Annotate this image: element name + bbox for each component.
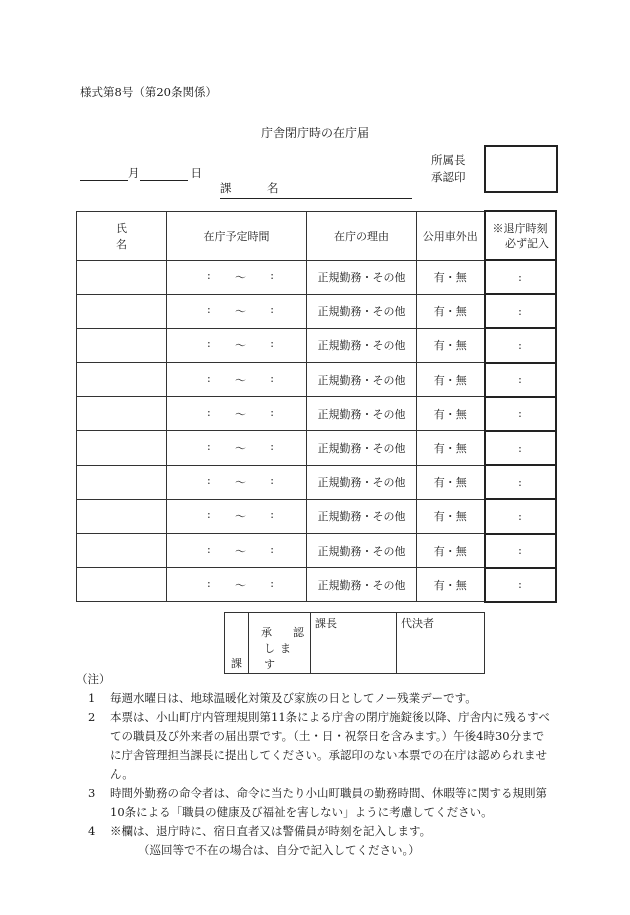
- note-item: [80, 784, 550, 822]
- month-field[interactable]: [80, 168, 128, 181]
- time-to: :: [270, 371, 274, 385]
- section-name-field[interactable]: [220, 180, 412, 199]
- planned-time-cell[interactable]: [167, 294, 307, 328]
- form-number: 様式第8号（第20条関係）: [80, 85, 217, 99]
- note-text: 毎週水曜日は、地球温暖化対策及び家族の日としてノー残業デーです。: [110, 691, 477, 705]
- reason-cell[interactable]: 正規勤務・その他: [307, 294, 417, 328]
- table-row: [77, 260, 556, 294]
- planned-time-cell[interactable]: [167, 328, 307, 362]
- approve-text-cell: [249, 613, 311, 674]
- checkout-time-cell[interactable]: :: [485, 499, 556, 533]
- time-from: :: [207, 405, 211, 419]
- header-checkout-time: [485, 211, 556, 260]
- car-cell[interactable]: 有・無: [417, 294, 485, 328]
- header-checkout-line1: ※退庁時刻: [492, 221, 548, 235]
- reason-cell[interactable]: 正規勤務・その他: [307, 328, 417, 362]
- time-tilde: 〜: [235, 442, 246, 456]
- time-to: :: [270, 269, 274, 283]
- time-from: :: [207, 303, 211, 317]
- time-tilde: 〜: [235, 544, 246, 558]
- reason-cell[interactable]: 正規勤務・その他: [307, 465, 417, 499]
- time-to: :: [270, 405, 274, 419]
- checkout-time-cell[interactable]: :: [485, 294, 556, 328]
- planned-time-cell[interactable]: [167, 363, 307, 397]
- time-tilde: 〜: [235, 305, 246, 319]
- car-cell[interactable]: 有・無: [417, 260, 485, 294]
- name-cell[interactable]: [77, 328, 167, 362]
- time-to: :: [270, 508, 274, 522]
- note-number: 1: [88, 691, 96, 705]
- car-cell[interactable]: 有・無: [417, 397, 485, 431]
- time-to: :: [270, 337, 274, 351]
- section-label: 課 名: [220, 181, 291, 195]
- table-row: [77, 568, 556, 602]
- planned-time-cell[interactable]: [167, 397, 307, 431]
- acting-decider-cell[interactable]: [397, 613, 485, 674]
- car-cell[interactable]: 有・無: [417, 568, 485, 602]
- checkout-time-cell[interactable]: :: [485, 328, 556, 362]
- planned-time-cell[interactable]: [167, 465, 307, 499]
- note-number: 3: [88, 786, 96, 800]
- name-cell[interactable]: [77, 499, 167, 533]
- reason-cell[interactable]: 正規勤務・その他: [307, 431, 417, 465]
- time-from: :: [207, 337, 211, 351]
- checkout-time-cell[interactable]: :: [485, 465, 556, 499]
- car-cell[interactable]: 有・無: [417, 328, 485, 362]
- header-reason: 在庁の理由: [307, 211, 417, 260]
- checkout-time-cell[interactable]: :: [485, 397, 556, 431]
- time-tilde: 〜: [235, 510, 246, 524]
- name-cell[interactable]: [77, 568, 167, 602]
- time-from: :: [207, 440, 211, 454]
- note-item: [80, 822, 550, 841]
- time-to: :: [270, 303, 274, 317]
- car-cell[interactable]: 有・無: [417, 431, 485, 465]
- time-tilde: 〜: [235, 339, 246, 353]
- time-from: :: [207, 542, 211, 556]
- time-to: :: [270, 474, 274, 488]
- time-from: :: [207, 576, 211, 590]
- name-cell[interactable]: [77, 534, 167, 568]
- header-official-car: 公用車外出: [417, 211, 485, 260]
- note-text: ※欄は、退庁時に、宿日直者又は警備員が時刻を記入します。: [110, 824, 432, 838]
- header-checkout-line2: 必ず記入: [505, 236, 549, 250]
- planned-time-cell[interactable]: [167, 431, 307, 465]
- table-row: [77, 328, 556, 362]
- car-cell[interactable]: 有・無: [417, 363, 485, 397]
- time-tilde: 〜: [235, 578, 246, 592]
- name-cell[interactable]: [77, 431, 167, 465]
- car-cell[interactable]: 有・無: [417, 499, 485, 533]
- table-header-row: [77, 211, 556, 260]
- car-cell[interactable]: 有・無: [417, 465, 485, 499]
- table-row: [77, 294, 556, 328]
- name-cell[interactable]: [77, 260, 167, 294]
- checkout-time-cell[interactable]: :: [485, 568, 556, 602]
- note-item: [80, 708, 550, 784]
- day-field[interactable]: [140, 168, 188, 181]
- header-name: 氏名: [77, 211, 167, 260]
- reason-cell[interactable]: 正規勤務・その他: [307, 499, 417, 533]
- name-cell[interactable]: [77, 363, 167, 397]
- time-tilde: 〜: [235, 476, 246, 490]
- notes-section: [76, 670, 550, 860]
- note-number: 4: [88, 824, 96, 838]
- name-cell[interactable]: [77, 397, 167, 431]
- table-row: [77, 465, 556, 499]
- approve-line-2: します: [264, 642, 296, 671]
- note-sub-text: （巡回等で不在の場合は、自分で記入してください。）: [138, 843, 420, 857]
- time-tilde: 〜: [235, 373, 246, 387]
- time-tilde: 〜: [235, 271, 246, 285]
- date-row: [80, 165, 202, 181]
- table-row: [77, 397, 556, 431]
- reason-cell[interactable]: 正規勤務・その他: [307, 363, 417, 397]
- month-label: 月: [128, 166, 140, 180]
- checkout-time-cell[interactable]: :: [485, 260, 556, 294]
- note-item: [80, 689, 550, 708]
- note-text: 本票は、小山町庁内管理規則第11条による庁舎の閉庁施錠後以降、庁舎内に残るすべての職員及び外来者の届出票です。（土・日・祝祭日を含みます。）午後4時30分までに庁舎管理担当課長に提出してください。承認印のない本票での在庁は認められません。: [110, 710, 550, 781]
- planned-time-cell[interactable]: [167, 260, 307, 294]
- day-label: 日: [190, 166, 202, 180]
- approve-char-2: 認: [293, 626, 304, 639]
- approval-stamp-label: [431, 152, 466, 186]
- approve-char-1: 承: [261, 626, 272, 639]
- dept-cell: [225, 613, 249, 674]
- time-to: :: [270, 576, 274, 590]
- checkout-time-cell[interactable]: :: [485, 431, 556, 465]
- note-number: 2: [88, 710, 96, 724]
- checkout-time-cell[interactable]: :: [485, 363, 556, 397]
- reason-cell[interactable]: 正規勤務・その他: [307, 568, 417, 602]
- section-chief-cell[interactable]: [311, 613, 397, 674]
- approval-stamp-box[interactable]: [484, 145, 558, 193]
- time-from: :: [207, 474, 211, 488]
- table-row: [77, 499, 556, 533]
- document-title: 庁舎閉庁時の在庁届: [260, 126, 369, 140]
- time-to: :: [270, 542, 274, 556]
- notes-heading: （注）: [76, 672, 111, 686]
- approval-table: [224, 612, 485, 674]
- planned-time-cell[interactable]: [167, 534, 307, 568]
- header-planned-time: 在庁予定時間: [167, 211, 307, 260]
- time-from: :: [207, 269, 211, 283]
- car-cell[interactable]: 有・無: [417, 534, 485, 568]
- approval-label-line2: 承認印: [431, 170, 466, 184]
- name-cell[interactable]: [77, 294, 167, 328]
- acting-decider-label: 代決者: [401, 617, 434, 630]
- planned-time-cell[interactable]: [167, 568, 307, 602]
- reason-cell[interactable]: 正規勤務・その他: [307, 260, 417, 294]
- time-from: :: [207, 371, 211, 385]
- time-from: :: [207, 508, 211, 522]
- table-row: [77, 363, 556, 397]
- reason-cell[interactable]: 正規勤務・その他: [307, 534, 417, 568]
- planned-time-cell[interactable]: [167, 499, 307, 533]
- attendance-table: [76, 210, 557, 603]
- dept-label: 課: [231, 657, 242, 670]
- name-cell[interactable]: [77, 465, 167, 499]
- checkout-time-cell[interactable]: :: [485, 534, 556, 568]
- table-row: [77, 431, 556, 465]
- reason-cell[interactable]: 正規勤務・その他: [307, 397, 417, 431]
- section-chief-label: 課長: [315, 617, 337, 630]
- note-text: 時間外勤務の命令者は、命令に当たり小山町職員の勤務時間、休暇等に関する規則第10条による「職員の健康及び福祉を害しない」ように考慮してください。: [110, 786, 547, 819]
- time-tilde: 〜: [235, 407, 246, 421]
- time-to: :: [270, 440, 274, 454]
- approval-label-line1: 所属長: [431, 153, 466, 167]
- table-row: [77, 534, 556, 568]
